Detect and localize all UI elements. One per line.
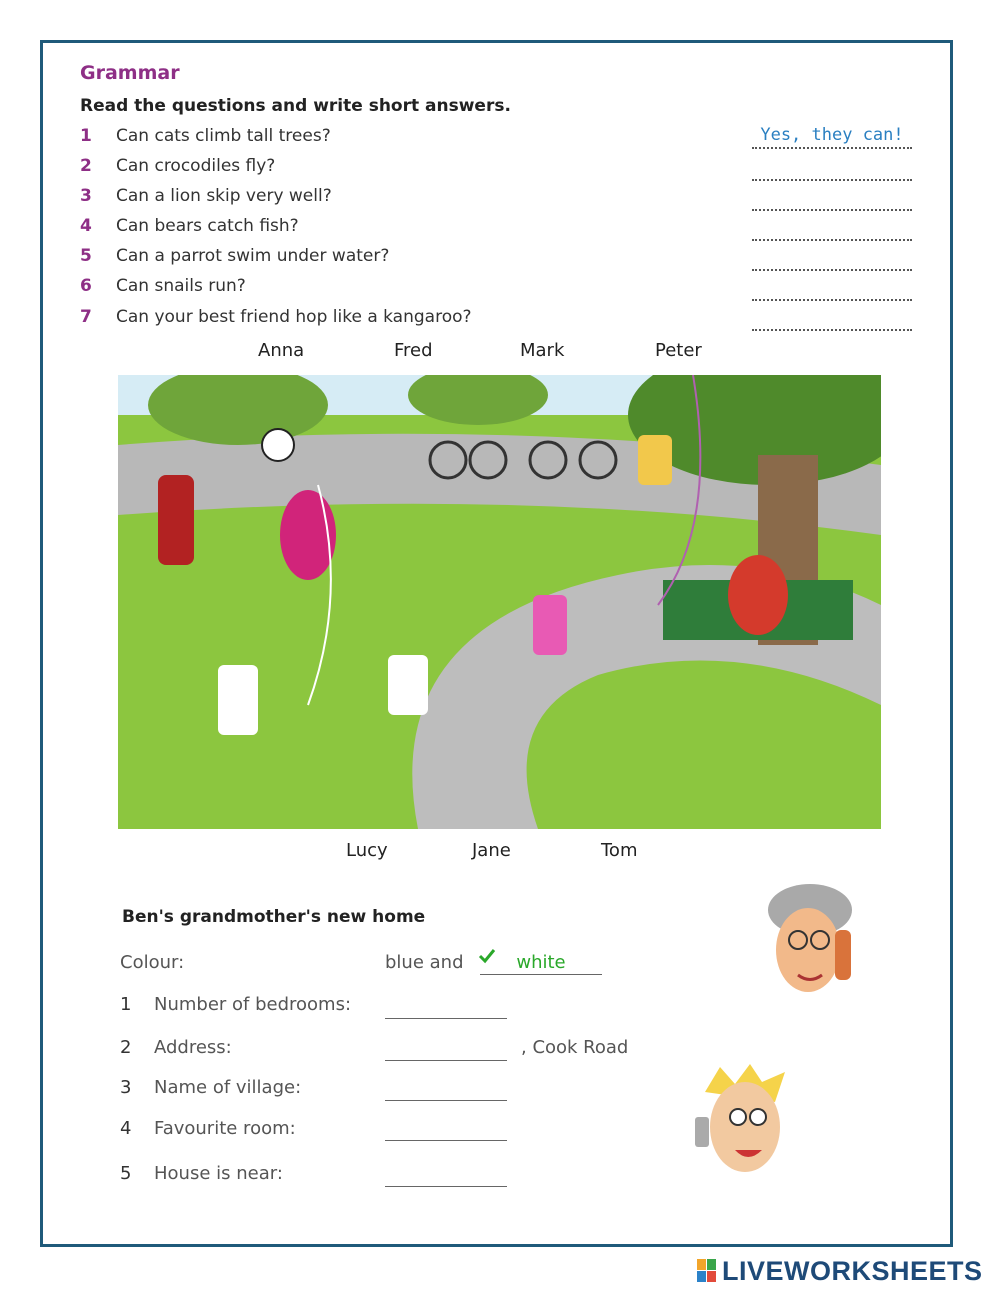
brand-wordmark: LIVEWORKSHEETS bbox=[722, 1256, 983, 1286]
address-suffix: , Cook Road bbox=[521, 1037, 629, 1058]
question-7: 7 Can your best friend hop like a kangaroo? bbox=[80, 307, 472, 327]
old-man bbox=[158, 475, 194, 565]
answer-field-2[interactable] bbox=[752, 157, 912, 181]
boy-jane bbox=[388, 655, 428, 715]
item-row-1: 1 Number of bedrooms: bbox=[120, 994, 352, 1015]
question-5: 5 Can a parrot swim under water? bbox=[80, 246, 390, 266]
colour-label: Colour: bbox=[120, 952, 185, 973]
answer-field-6[interactable] bbox=[752, 277, 912, 301]
ben-illustration bbox=[690, 1062, 790, 1187]
park-scene-illustration bbox=[118, 375, 881, 829]
answer-field-near[interactable] bbox=[385, 1164, 507, 1187]
colour-prefix: blue and bbox=[385, 952, 464, 973]
boy-lucy bbox=[218, 665, 258, 735]
name-label-lucy: Lucy bbox=[346, 840, 388, 861]
item-row-5: 5 House is near: bbox=[120, 1163, 283, 1184]
question-1: 1 Can cats climb tall trees? bbox=[80, 126, 331, 146]
question-6: 6 Can snails run? bbox=[80, 276, 246, 296]
item-row-3: 3 Name of village: bbox=[120, 1077, 302, 1098]
football bbox=[262, 429, 294, 461]
question-3: 3 Can a lion skip very well? bbox=[80, 186, 332, 206]
name-label-jane: Jane bbox=[472, 840, 511, 861]
name-label-tom: Tom bbox=[601, 840, 638, 861]
name-label-fred: Fred bbox=[394, 340, 433, 361]
answer-field-1[interactable]: Yes, they can! bbox=[752, 125, 912, 149]
question-4: 4 Can bears catch fish? bbox=[80, 216, 299, 236]
grandmother-illustration bbox=[760, 880, 865, 1015]
answer-field-room[interactable] bbox=[385, 1118, 507, 1141]
answer-field-4[interactable] bbox=[752, 217, 912, 241]
answer-field-7[interactable] bbox=[752, 307, 912, 331]
item-row-4: 4 Favourite room: bbox=[120, 1118, 296, 1139]
liveworksheets-logo-icon bbox=[697, 1259, 717, 1283]
section2-title: Ben's grandmother's new home bbox=[122, 907, 426, 927]
answer-field-address[interactable] bbox=[385, 1038, 507, 1061]
girl-peter bbox=[638, 435, 672, 485]
answer-field-village[interactable] bbox=[385, 1078, 507, 1101]
answer-field-3[interactable] bbox=[752, 187, 912, 211]
name-label-anna: Anna bbox=[258, 340, 305, 361]
girl-skater bbox=[533, 595, 567, 655]
question-2: 2 Can crocodiles fly? bbox=[80, 156, 276, 176]
answer-field-5[interactable] bbox=[752, 247, 912, 271]
section-heading: Grammar bbox=[80, 62, 180, 84]
answer-field-bedrooms[interactable] bbox=[385, 996, 507, 1019]
instruction-text: Read the questions and write short answers. bbox=[80, 96, 511, 116]
mother bbox=[728, 555, 788, 635]
name-label-peter: Peter bbox=[655, 340, 702, 361]
colour-answer-field[interactable]: white bbox=[480, 952, 602, 975]
item-row-2: 2 Address: bbox=[120, 1037, 232, 1058]
name-label-mark: Mark bbox=[520, 340, 565, 361]
